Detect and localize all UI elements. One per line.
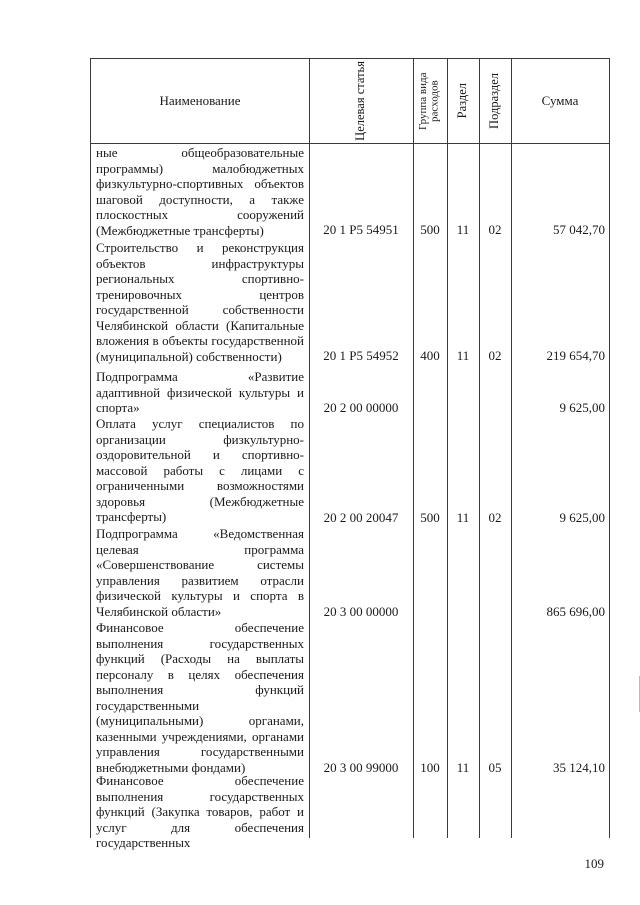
row-group: 400	[420, 348, 440, 363]
table-row	[91, 526, 609, 620]
table-header	[91, 59, 609, 144]
row-name: Финансовое обеспечение выполнения государственных функций (Закупка товаров, работ и услуг для обеспечения государственных	[96, 773, 304, 850]
row-sum: 9 625,00	[559, 510, 605, 525]
row-subsection: 02	[488, 510, 502, 525]
table-row	[91, 416, 609, 526]
budget-table	[90, 58, 610, 850]
row-code: 20 3 00 99000	[323, 760, 399, 775]
header-subsection-text: Подраздел	[487, 73, 502, 129]
row-section: 11	[456, 510, 470, 525]
table-row	[91, 240, 609, 364]
row-section: 11	[456, 222, 470, 237]
row-code: 20 1 P5 54952	[323, 348, 399, 363]
row-sum: 219 654,70	[546, 348, 605, 363]
row-section: 11	[456, 348, 470, 363]
row-name: Подпрограмма «Ведомственная целевая программа «Совершенствование системы управления развитием отрасли физической культуры и спорта в Челябинской области»	[96, 526, 304, 619]
row-name: ные общеобразовательные программы) малобюджетных физкультурно-спортивных объектов шаговой доступности, а также плоскостных сооружений (Межбюджетные трансферты)	[96, 145, 304, 238]
row-code: 20 3 00 00000	[323, 604, 399, 619]
table-row	[91, 773, 609, 850]
header-target-text: Целевая статья	[353, 61, 368, 141]
header-expense-group	[413, 59, 447, 143]
header-section	[447, 59, 479, 143]
row-name: Оплата услуг специалистов по организации физкультурно-оздоровительной и спортивно-массовой работы с лицами с ограниченными возможностями здоровья (Межбюджетные трансферты)	[96, 416, 304, 524]
header-subsection	[479, 59, 511, 143]
row-code: 20 2 00 00000	[323, 400, 399, 415]
row-section: 11	[456, 760, 470, 775]
row-sum: 865 696,00	[546, 604, 605, 619]
header-name: Наименование	[159, 93, 241, 108]
header-group-text: Группа вида расходов	[417, 72, 441, 130]
row-code: 20 1 P5 54951	[323, 222, 399, 237]
row-subsection: 05	[488, 760, 502, 775]
header-sum: Сумма	[541, 93, 579, 108]
row-subsection: 02	[488, 348, 502, 363]
row-sum: 9 625,00	[559, 400, 605, 415]
page-number: 109	[584, 856, 604, 871]
row-sum: 57 042,70	[553, 222, 605, 237]
row-sum: 35 124,10	[553, 760, 605, 775]
row-subsection: 02	[488, 222, 502, 237]
row-name: Подпрограмма «Развитие адаптивной физической культуры и спорта»	[96, 369, 304, 415]
row-group: 500	[420, 510, 440, 525]
row-name: Финансовое обеспечение выполнения государственных функций (Расходы на выплаты персоналу в целях обеспечения выполнения функций государственными (муниципальными) органами, казенными учреждениями, органами управления государственными внебюджетными фондами)	[96, 620, 304, 775]
row-group: 500	[420, 222, 440, 237]
header-target-article	[309, 59, 413, 143]
table-row	[91, 369, 609, 417]
header-section-text: Раздел	[455, 83, 470, 119]
table-row	[91, 620, 609, 776]
row-code: 20 2 00 20047	[323, 510, 399, 525]
table-row	[91, 145, 609, 237]
row-group: 100	[420, 760, 440, 775]
row-name: Строительство и реконструкция объектов инфраструктуры региональных спортивно-тренировочных центров государственной собственности Челябинской области (Капитальные вложения в объекты государственной (муниципальной) собственности)	[96, 240, 304, 364]
